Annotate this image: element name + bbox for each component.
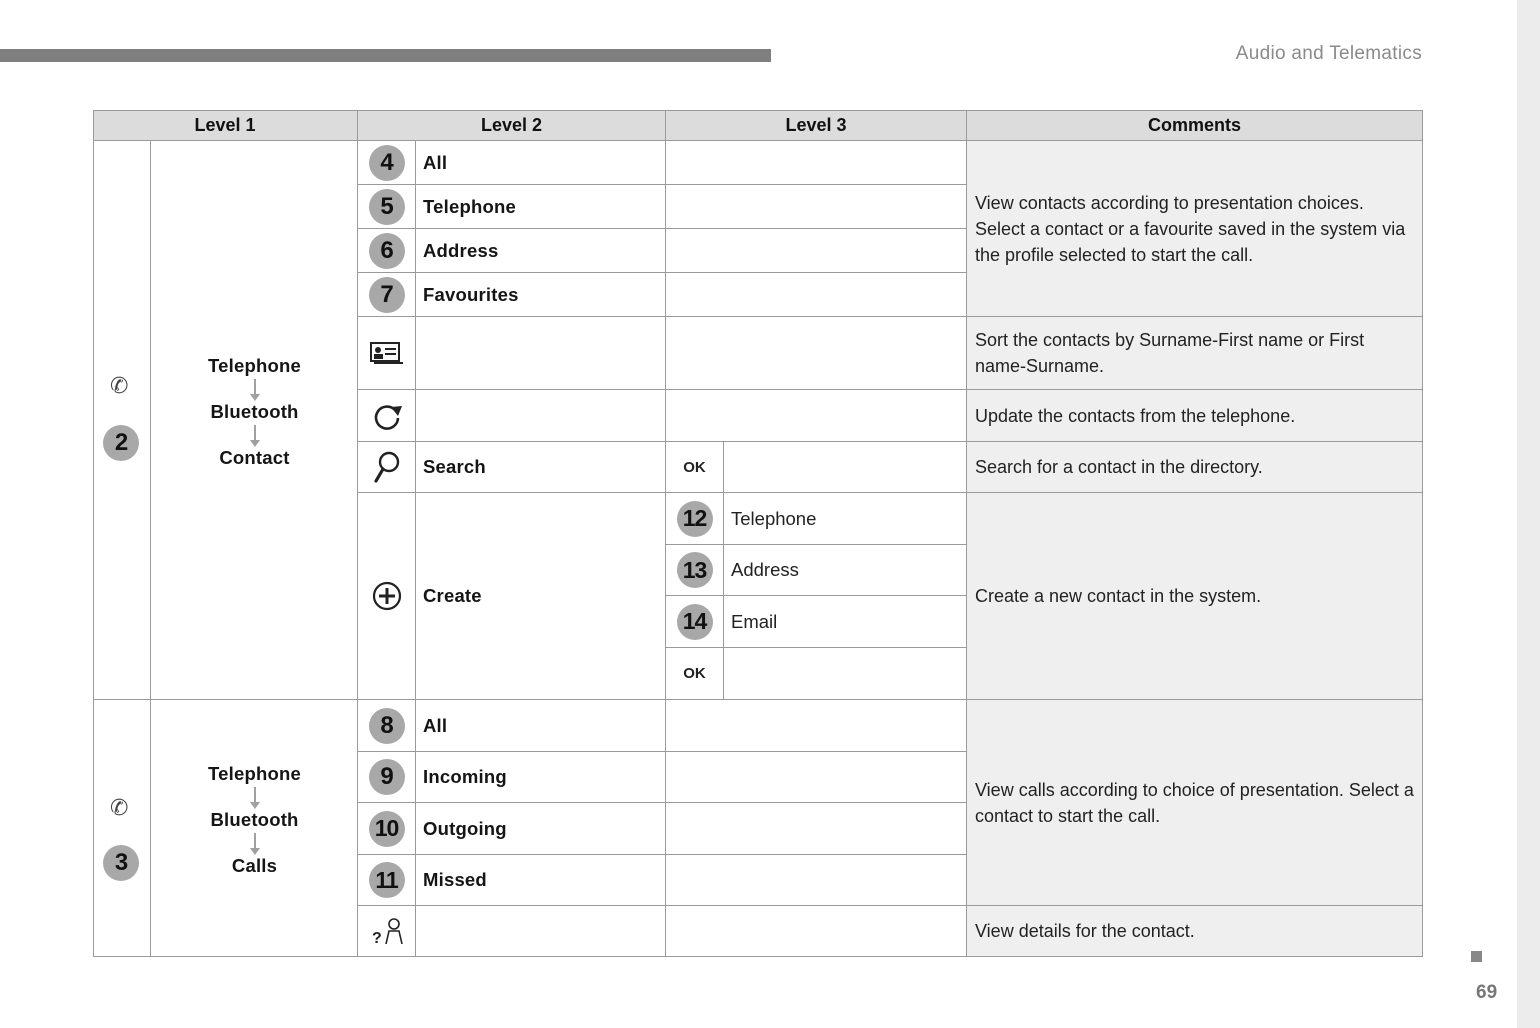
- search-icon[interactable]: [372, 450, 402, 484]
- level1-path-cell: [151, 700, 358, 957]
- page-edge-strip: [1517, 0, 1540, 1028]
- column-header-level-1: Level 1: [93, 110, 358, 141]
- comment-update-contacts: Update the contacts from the telephone.: [967, 390, 1423, 442]
- path-telephone: Telephone: [208, 355, 301, 376]
- option-favourites[interactable]: Favourites: [416, 273, 666, 317]
- badge-13: 13: [677, 552, 713, 588]
- option-all-contacts[interactable]: All: [416, 141, 666, 185]
- option-outgoing[interactable]: Outgoing: [416, 803, 666, 855]
- badge-12: 12: [677, 501, 713, 537]
- down-arrow-icon: [254, 379, 256, 395]
- option-missed[interactable]: Missed: [416, 855, 666, 906]
- path-telephone: Telephone: [208, 763, 301, 784]
- badge-8: 8: [369, 708, 405, 744]
- create-ok-button[interactable]: OK: [666, 648, 724, 700]
- create-address[interactable]: Address: [724, 545, 967, 596]
- create-telephone[interactable]: Telephone: [724, 493, 967, 545]
- badge-3: 3: [103, 845, 139, 881]
- comment-contact-details: View details for the contact.: [967, 906, 1423, 957]
- comment-sort-contacts: Sort the contacts by Surname-First name or First name-Surname.: [967, 317, 1423, 390]
- option-telephone[interactable]: Telephone: [416, 185, 666, 229]
- column-header-level-2: Level 2: [358, 110, 666, 141]
- menu-path-calls: [151, 763, 358, 877]
- page-number: 69: [1476, 982, 1498, 1003]
- comment-view-contacts: View contacts according to presentation choices. Select a contact or a favourite saved in the system via the profile selected to start the call.: [967, 141, 1423, 317]
- badge-14: 14: [677, 604, 713, 640]
- option-all-calls[interactable]: All: [416, 700, 666, 752]
- down-arrow-icon: [254, 425, 256, 441]
- telephone-handset-icon: ✆: [110, 373, 129, 398]
- badge-10: 10: [369, 811, 405, 847]
- option-incoming[interactable]: Incoming: [416, 752, 666, 803]
- path-calls: Calls: [231, 855, 278, 876]
- sort-contacts-icon[interactable]: [370, 342, 404, 364]
- comment-view-calls: View calls according to choice of presentation. Select a contact to start the call.: [967, 700, 1423, 906]
- menu-path-contact: [151, 355, 358, 469]
- page-marker: [1471, 951, 1482, 962]
- badge-6: 6: [369, 233, 405, 269]
- badge-2: 2: [103, 425, 139, 461]
- column-header-comments: Comments: [967, 110, 1423, 141]
- path-bluetooth: Bluetooth: [210, 401, 299, 422]
- badge-7: 7: [369, 277, 405, 313]
- column-header-level-3: Level 3: [666, 110, 967, 141]
- down-arrow-icon: [254, 833, 256, 849]
- contact-details-icon[interactable]: [370, 916, 404, 946]
- level1-path-cell: [151, 141, 358, 700]
- option-address[interactable]: Address: [416, 229, 666, 273]
- path-bluetooth: Bluetooth: [210, 809, 299, 830]
- badge-4: 4: [369, 145, 405, 181]
- comment-search: Search for a contact in the directory.: [967, 442, 1423, 493]
- level1-icon-cell: [93, 141, 151, 700]
- option-search[interactable]: Search: [416, 442, 666, 493]
- refresh-icon[interactable]: [371, 401, 403, 431]
- badge-11: 11: [369, 862, 405, 898]
- badge-5: 5: [369, 189, 405, 225]
- search-ok-button[interactable]: OK: [666, 442, 724, 493]
- menu-table: [93, 110, 1423, 957]
- telephone-handset-icon: ✆: [110, 795, 129, 820]
- section-title: Audio and Telematics: [1235, 43, 1422, 64]
- svg-text:?: ?: [371, 930, 382, 946]
- badge-9: 9: [369, 759, 405, 795]
- comment-create: Create a new contact in the system.: [967, 493, 1423, 700]
- add-icon[interactable]: [372, 581, 402, 611]
- level1-icon-cell: [93, 700, 151, 957]
- create-email[interactable]: Email: [724, 596, 967, 648]
- header-bar: [0, 49, 771, 62]
- path-contact: Contact: [219, 447, 290, 468]
- down-arrow-icon: [254, 787, 256, 803]
- option-create[interactable]: Create: [416, 493, 666, 700]
